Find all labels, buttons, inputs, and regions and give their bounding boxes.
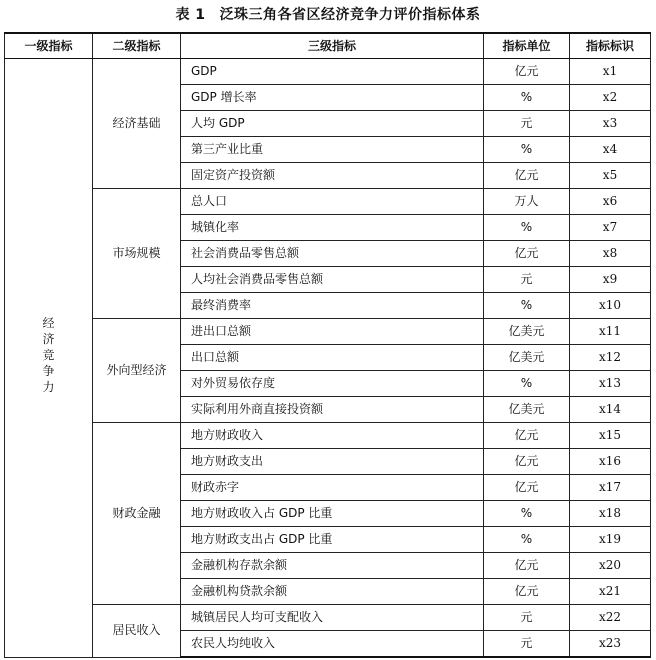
- level2-cell: 市场规模: [93, 189, 181, 319]
- code-cell: x17: [570, 475, 651, 501]
- code-cell: x23: [570, 631, 651, 658]
- table-row: [5, 59, 651, 85]
- header-level1: 一级指标: [5, 33, 93, 59]
- level2-cell: 财政金融: [93, 423, 181, 605]
- table-row: [5, 423, 651, 449]
- indicator-cell: 社会消费品零售总额: [181, 241, 484, 267]
- table-body: [5, 59, 651, 658]
- code-cell: x19: [570, 527, 651, 553]
- unit-cell: 亿元: [484, 241, 570, 267]
- code-cell: x18: [570, 501, 651, 527]
- indicator-cell: 地方财政支出占 GDP 比重: [181, 527, 484, 553]
- header-row: [5, 33, 651, 59]
- code-cell: x12: [570, 345, 651, 371]
- level2-cell: 居民收入: [93, 605, 181, 658]
- code-cell: x16: [570, 449, 651, 475]
- code-cell: x2: [570, 85, 651, 111]
- indicator-cell: 城镇居民人均可支配收入: [181, 605, 484, 631]
- code-cell: x9: [570, 267, 651, 293]
- code-cell: x20: [570, 553, 651, 579]
- level1-label: 经济竞争力: [42, 316, 55, 395]
- indicator-cell: 最终消费率: [181, 293, 484, 319]
- unit-cell: %: [484, 371, 570, 397]
- header-unit: 指标单位: [484, 33, 570, 59]
- level2-cell: 外向型经济: [93, 319, 181, 423]
- unit-cell: 亿美元: [484, 345, 570, 371]
- indicator-cell: 金融机构贷款余额: [181, 579, 484, 605]
- code-cell: x14: [570, 397, 651, 423]
- code-cell: x11: [570, 319, 651, 345]
- code-cell: x6: [570, 189, 651, 215]
- unit-cell: 亿美元: [484, 319, 570, 345]
- header-level3: 三级指标: [181, 33, 484, 59]
- indicator-cell: 金融机构存款余额: [181, 553, 484, 579]
- indicator-cell: 地方财政支出: [181, 449, 484, 475]
- unit-cell: 亿元: [484, 579, 570, 605]
- unit-cell: 亿元: [484, 423, 570, 449]
- table-title: 泛珠三角各省区经济竞争力评价指标体系: [219, 7, 481, 23]
- code-cell: x5: [570, 163, 651, 189]
- code-cell: x15: [570, 423, 651, 449]
- unit-cell: %: [484, 215, 570, 241]
- code-cell: x8: [570, 241, 651, 267]
- indicator-cell: GDP 增长率: [181, 85, 484, 111]
- unit-cell: %: [484, 527, 570, 553]
- table-row: [5, 319, 651, 345]
- indicator-cell: 人均社会消费品零售总额: [181, 267, 484, 293]
- unit-cell: 亿元: [484, 163, 570, 189]
- level2-cell: 经济基础: [93, 59, 181, 189]
- code-cell: x1: [570, 59, 651, 85]
- unit-cell: 亿元: [484, 59, 570, 85]
- unit-cell: 万人: [484, 189, 570, 215]
- unit-cell: %: [484, 85, 570, 111]
- indicator-cell: 财政赤字: [181, 475, 484, 501]
- indicator-cell: 地方财政收入占 GDP 比重: [181, 501, 484, 527]
- table-number: 表 1: [175, 7, 206, 23]
- unit-cell: %: [484, 137, 570, 163]
- code-cell: x7: [570, 215, 651, 241]
- unit-cell: 亿元: [484, 553, 570, 579]
- code-cell: x3: [570, 111, 651, 137]
- table-caption: [0, 0, 656, 30]
- unit-cell: 亿元: [484, 449, 570, 475]
- indicator-cell: 地方财政收入: [181, 423, 484, 449]
- header-level2: 二级指标: [93, 33, 181, 59]
- unit-cell: 亿元: [484, 475, 570, 501]
- unit-cell: 元: [484, 631, 570, 658]
- indicator-cell: 人均 GDP: [181, 111, 484, 137]
- indicator-cell: 出口总额: [181, 345, 484, 371]
- unit-cell: %: [484, 501, 570, 527]
- table-header: [5, 33, 651, 59]
- indicator-cell: 农民人均纯收入: [181, 631, 484, 658]
- unit-cell: 亿美元: [484, 397, 570, 423]
- indicator-cell: 进出口总额: [181, 319, 484, 345]
- unit-cell: 元: [484, 267, 570, 293]
- unit-cell: 元: [484, 111, 570, 137]
- code-cell: x4: [570, 137, 651, 163]
- table-row: [5, 189, 651, 215]
- table-row: [5, 605, 651, 631]
- indicator-cell: 固定资产投资额: [181, 163, 484, 189]
- header-code: 指标标识: [570, 33, 651, 59]
- indicator-cell: 实际利用外商直接投资额: [181, 397, 484, 423]
- unit-cell: 元: [484, 605, 570, 631]
- code-cell: x13: [570, 371, 651, 397]
- code-cell: x10: [570, 293, 651, 319]
- indicator-cell: 总人口: [181, 189, 484, 215]
- unit-cell: %: [484, 293, 570, 319]
- code-cell: x21: [570, 579, 651, 605]
- indicator-cell: GDP: [181, 59, 484, 85]
- indicator-table: [4, 32, 651, 658]
- indicator-cell: 第三产业比重: [181, 137, 484, 163]
- indicator-cell: 城镇化率: [181, 215, 484, 241]
- code-cell: x22: [570, 605, 651, 631]
- level1-cell: [5, 59, 93, 658]
- indicator-cell: 对外贸易依存度: [181, 371, 484, 397]
